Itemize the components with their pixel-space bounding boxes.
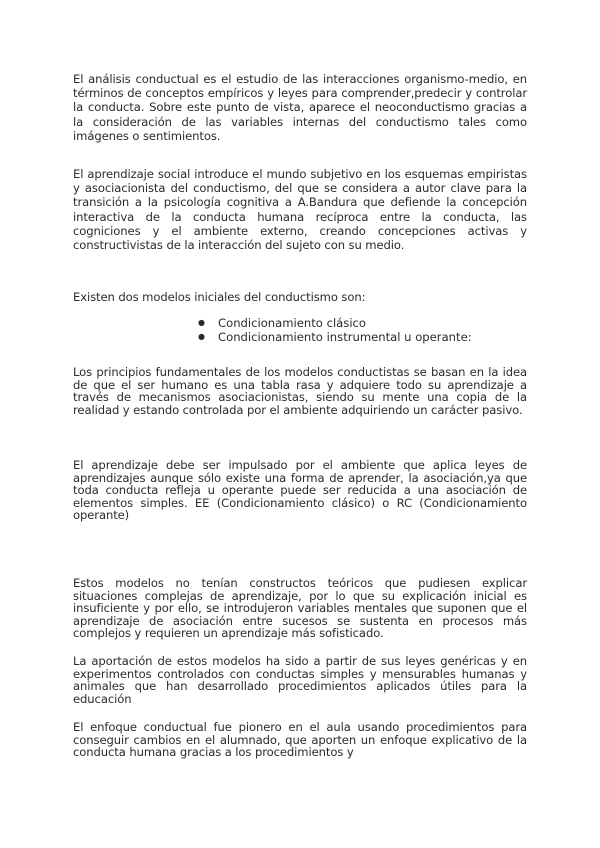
paragraph-classroom-approach: El enfoque conductual fue pionero en el aula usando procedimientos para conseguir cambios en el alumnado, que aporten un enfoque explicativo de la conducta humana gracias a los procedimientos y bbox=[73, 720, 527, 760]
paragraph-behavioral-analysis: El análisis conductual es el estudio de las interacciones organismo-medio, en términos de conceptos empíricos y leyes para comprender,predecir y controlar la conducta. Sobre este punto de vista, aparece el neoconductismo gracias a la consideración de las variables internas del conductismo tales como imágenes o sentimientos. bbox=[73, 72, 527, 143]
paragraph-models-intro: Existen dos modelos iniciales del conductismo son: bbox=[73, 290, 366, 304]
paragraph-model-limitations: Estos modelos no tenían constructos teóricos que pudiesen explicar situaciones complejas de aprendizaje, por lo que su explicación inicial es insuficiente y por ello, se introdujeron variables mentales que suponen que el aprendizaje de asociación entre sucesos se sustenta en procesos más complejos y requieren un aprendizaje más sofisticado. bbox=[73, 576, 527, 641]
paragraph-contributions: La aportación de estos modelos ha sido a partir de sus leyes genéricas y en experimentos controlados con conductas simples y mensurables humanas y animales que han desarrollado procedimientos aplicados útiles para la educación bbox=[73, 654, 527, 706]
list-item-operant: ● Condicionamiento instrumental u operante: bbox=[198, 330, 472, 344]
paragraph-principles: Los principios fundamentales de los modelos conductistas se basan en la idea de que el ser humano es una tabla rasa y adquiere todo su aprendizaje a través de mecanismos asociacionistas, siendo su mente una copia de la realidad y estando controlada por el ambiente adquiriendo un carácter pasivo. bbox=[73, 365, 527, 417]
conditioning-models-list bbox=[198, 316, 472, 344]
paragraph-social-learning: El aprendizaje social introduce el mundo subjetivo en los esquemas empiristas y asociacionista del conductismo, del que se considera a autor clave para la transición a la psicología cognitiva a A.Bandura que defiende la concepción interactiva de la conducta humana recíproca entre la conducta, las cogniciones y el ambiente externo, creando concepciones activas y constructivistas de la interacción del sujeto con su medio. bbox=[73, 167, 527, 253]
paragraph-learning-environment: El aprendizaje debe ser impulsado por el ambiente que aplica leyes de aprendizajes aunque sólo existe una forma de aprender, la asociación,ya que toda conducta refleja u operante puede ser reducida a una asociación de elementos simples. EE (Condicionamiento clásico) o RC (Condicionamiento operante) bbox=[73, 458, 527, 523]
list-item-classical: ● Condicionamiento clásico bbox=[198, 316, 472, 330]
